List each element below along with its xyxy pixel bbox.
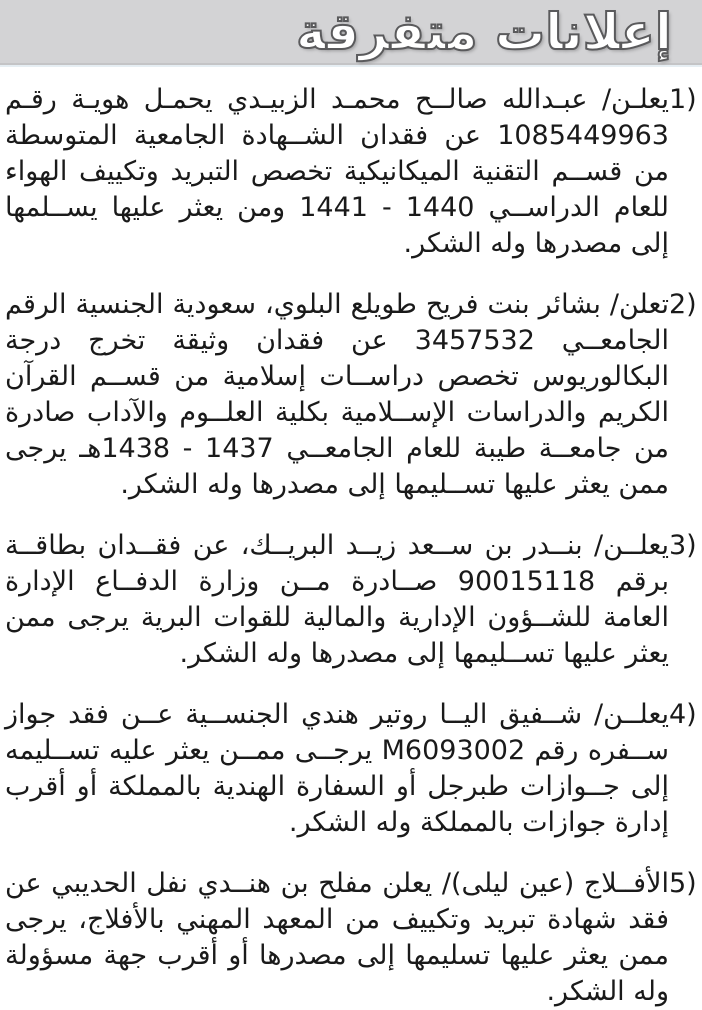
classified-ad-3 [5,528,695,672]
classified-ads-list [5,82,695,1010]
ad-number: 4) [669,699,697,730]
ad-number: 5) [669,868,697,899]
classified-ad-2 [5,287,695,503]
ad-text: تعلن/ بشائر بنت فريح طويلع البلوي، سعودية الجنسية الرقم الجامعــي 3457532 عن فقدان وثيقة تخرج درجة البكالوريوس تخصص دراســات إسلامية من قســم القرآن الكريم والدراسات الإســلامية بكلية العلــوم والآداب صادرة من جامعــة طيبة للعام الجامعــي 1437 - 1438هـ يرجى ممن يعثر عليها تســليمها إلى مصدرها وله الشكر. [5,289,670,500]
ad-text: يعلــن/ بنــدر بن ســعد زيــد البريــك، عن فقــدان بطاقــة برقم 90015118 صــادرة مــن وزارة الدفــاع الإدارة العامة للشــؤون الإدارية والمالية للقوات البرية يرجى ممن يعثر عليها تســليمها إلى مصدرها وله الشكر. [5,530,669,669]
section-header [0,0,702,65]
ad-number: 3) [669,530,697,561]
ad-text: الأفــلاج (عين ليلى)/ يعلن مفلح بن هنــدي نفل الحديبي عن فقد شهادة تبريد وتكييف من المعهد المهني بالأفلاج، يرجى ممن يعثر عليها تسليمها إلى مصدرها أو أقرب جهة مسؤولة وله الشكر. [5,868,669,1007]
ad-text: يعلـن/ عبـدالله صالــح محمـد الزبيـدي يحمـل هويـة رقـم 1085449963 عن فقدان الشــهادة الجامعية المتوسطة من قســم التقنية الميكانيكية تخصص التبريد وتكييف الهواء للعام الدراســي 1440 - 1441 ومن يعثر عليها يســلمها إلى مصدرها وله الشكر. [5,84,669,259]
section-title: إعلانات متفرقة [296,3,672,61]
classified-ad-5 [5,866,695,1010]
classified-ad-1 [5,82,695,262]
ad-number: 2) [669,289,697,320]
ad-number: 1) [669,84,697,115]
ad-text: يعلــن/ شــفيق اليــا روتير هندي الجنســية عــن فقد جواز ســفره رقم M6093002 يرجــى ممــن يعثر عليه تســليمه إلى جــوازات طبرجل أو السفارة الهندية بالمملكة أو أقرب إدارة جوازات بالمملكة وله الشكر. [5,699,669,838]
classified-ad-4 [5,697,695,841]
